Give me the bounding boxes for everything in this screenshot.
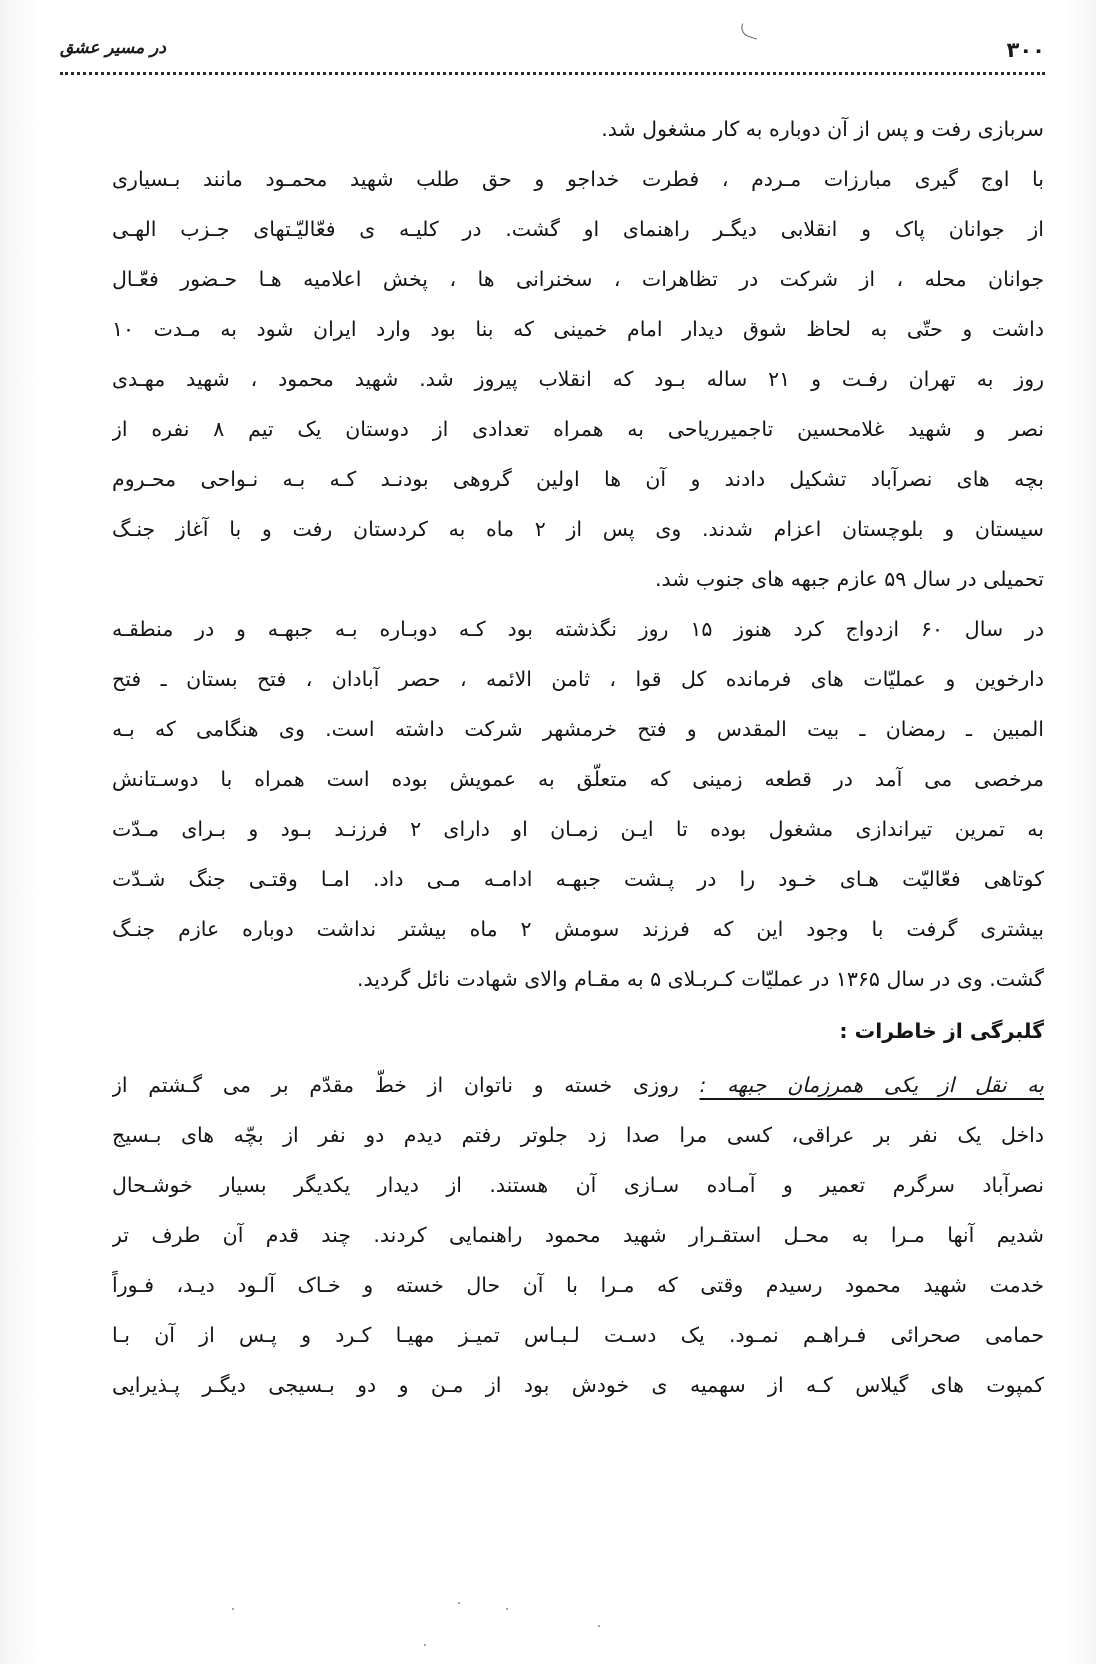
text-line: نصر و شهید غلامحسین تاجمیرریاحی به همراه تعدادی از دوستان یک تیم ۸ نفره از <box>112 417 1044 441</box>
text-line: روز به تهران رفـت و ۲۱ ساله بـود که انقلاب پیروز شد. شهید محمود ، شهید مهـدی <box>112 367 1044 391</box>
memoir-first-line <box>112 1060 1044 1110</box>
text-line: با اوج گیری مبارزات مـردم ، فطرت خداجو و حق طلب شهید محمـود مانند بـسیاری <box>112 167 1044 191</box>
memoir-line: شدیم آنها مـرا به محـل استقـرار شهید محمود راهنمایی کردند. چند قدم آن طرف تر <box>112 1223 1044 1247</box>
header-dotted-divider <box>60 72 1045 75</box>
memoir-line-text: روزی خسته و ناتوان از خطّ مقدّم بر می گـشتم از <box>112 1073 700 1097</box>
text-line: بچه های نصرآباد تشکیل دادند و آن ها اولین گروهی بودنـد کـه بـه نـواحی محـروم <box>112 467 1044 491</box>
memoir-line: خدمت شهید محمود رسیدم وقتی که مـرا با آن حال خسته و خـاک آلـود دیـد، فـوراً <box>112 1273 1044 1297</box>
text-line: داشت و حتّی به لحاظ شوق دیدار امام خمینی که بنا بود وارد ایران شود به مـدت ۱۰ <box>112 317 1044 341</box>
text-line: دارخوین و عملیّات های فرمانده کل قوا ، ثامن الائمه ، حصر آبادان ، فتح بستان ـ فتح <box>112 667 1044 691</box>
running-title: در مسیر عشق <box>60 38 166 58</box>
text-line: گشت. وی در سال ۱۳۶۵ در عملیّات کـربـلای ۵ به مقـام والای شهادت نائل گردید. <box>357 967 1044 991</box>
memoir-line: کمپوت های گیلاس کـه از سهمیه ی خودش بود از مـن و دو بـسیجی دیگـر پـذیرایی <box>112 1373 1044 1397</box>
section-heading: گلبرگی از خاطرات : <box>839 1019 1044 1043</box>
memoir-line: حمامی صحرائی فـراهـم نمـود. یک دسـت لـبـاس تمیـز مهیـا کـرد و پـس از آن بـا <box>112 1323 1044 1347</box>
text-line: در سال ۶۰ ازدواج کرد هنوز ۱۵ روز نگذشته بود کـه دوبـاره بـه جبهـه و در منطقـه <box>112 617 1044 641</box>
memoir-source-underlined: به نقل از یکی همرزمان جبهه : <box>699 1073 1044 1097</box>
scan-speck <box>458 1602 460 1604</box>
memoir-line: نصرآباد سرگرم تعمیر و آمـاده سـازی آن هستند. از دیدار یکدیگر بسیار خوشـحال <box>112 1173 1044 1197</box>
text-line: به تمرین تیراندازی مشغول بوده تا ایـن زمـان او دارای ۲ فرزنـد بـود و بـرای مـدّت <box>112 817 1044 841</box>
text-line: سیستان و بلوچستان اعزام شدند. وی پس از ۲ ماه به کردستان رفت و با آغاز جنـگ <box>112 517 1044 541</box>
text-line: مرخصی می آمد در قطعه زمینی که متعلّق به عمویش بوده است همراه با دوسـتانش <box>112 767 1044 791</box>
text-line: تحمیلی در سال ۵۹ عازم جبهه های جنوب شد. <box>654 567 1044 591</box>
text-line: المبین ـ رمضان ـ بیت المقدس و فتح خرمشهر شرکت داشته است. وی هنگامی که بـه <box>112 717 1044 741</box>
memoir-line: داخل یک نفر بر عراقی، کسی مرا صدا زد جلوتر رفتم دیدم دو نفر از بچّه های بـسیج <box>112 1123 1044 1147</box>
scan-speck <box>424 1644 426 1646</box>
scan-speck <box>598 1625 600 1627</box>
text-line: از جوانان پاک و انقلابی دیگـر راهنمای او گشت. در کلیـه ی فعّالیّـتهای جـزب الهـی <box>112 217 1044 241</box>
page-header <box>60 36 1045 76</box>
text-line: سربازی رفت و پس از آن دوباره به کار مشغول شد. <box>601 117 1044 141</box>
page-number: ۳۰۰ <box>1006 38 1045 62</box>
text-line: کوتاهی فعّالیّت هـای خـود را در پـشت جبهـه ادامـه مـی داد. امـا وقتـی جنگ شـدّت <box>112 867 1044 891</box>
scan-speck <box>232 1608 234 1610</box>
text-line: بیشتری گرفت با وجود این که فرزند سومش ۲ ماه بیشتر نداشت دوباره عازم جنـگ <box>112 917 1044 941</box>
text-line: جوانان محله ، از شرکت در تظاهرات ، سخنرانی ها ، پخش اعلامیه هـا حـضور فعّـال <box>112 267 1044 291</box>
scan-speck <box>506 1608 508 1610</box>
